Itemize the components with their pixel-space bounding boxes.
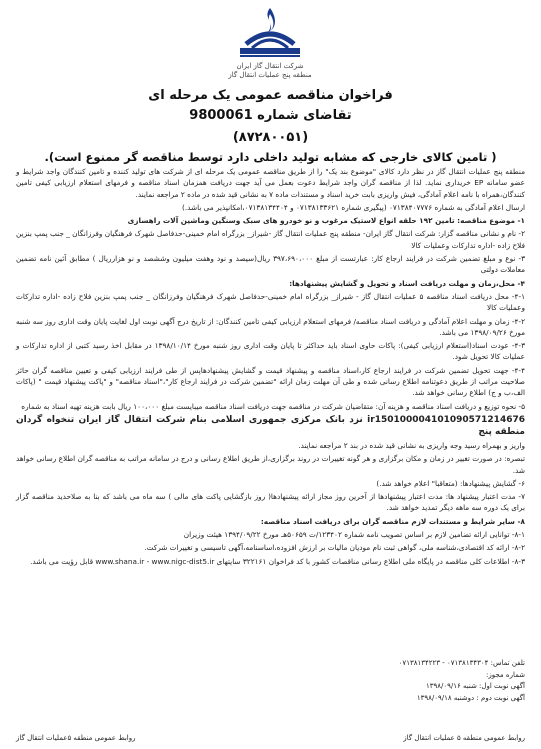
item-1-subject: ۱- موضوع مناقصه: تامین ۱۹۲ حلقه انواع لاستیک مرغوب و نو خودرو های سبک وسنگین وماشین آلات راهسازی (127, 216, 525, 226)
intro-phone: ارسال اعلام آمادگی به شماره ۰۷۱۳۸۴۰۷۷۷۶ (پیگیری شماره ۰۷۱۳۸۱۳۳۶۲۱ و ۰۷۱۳۸۱۳۴۴۰۴،امکانپذیر می باشد.) (182, 202, 525, 212)
nigc-flame-logo (232, 4, 308, 62)
org-name: شرکت انتقال گاز ایران منطقه پنج عملیات انتقال گاز (228, 62, 312, 79)
notice-body (16, 166, 525, 569)
item-5-note: تبصره: در صورت تغییر در زمان و مکان برگزاری و هر گونه تغییرات در روند برگزاری،از طریق اطلاع رسانی و درج در سامانه مراتب به مناقصه گران اطلاع رسانی خواهد شد. (16, 454, 525, 475)
item-8-2: ۸-۲- ارائه کد اقتصادی،شناسه ملی، گواهی ثبت نام مودیان مالیات بر ارزش افزوده،اساسنامه،آگهی تاسیسی و تغییرات شرکت. (144, 543, 525, 553)
item-8-heading: ۸- سایر شرایط و مستندات لازم مناقصه گران برای دریافت اسناد مناقصه: (260, 516, 525, 526)
item-4-4: ۴-۴- جهت تحویل تضمین شرکت در فرایند ارجاع کار،اسناد مناقصه و پیشنهاد قیمت و گشایش پیشنهادهاپس از طی فرایند ارزیابی کیفی و تعیین مناقصه گران حائز صلاحیت مراتب از طریق دعوتنامه اطلاع رسانی شده و طی آن مهلت زمان ارائه "تضمین شرکت در فرایند ارجاع کار"،"اسناد مناقصه" و "پاکت پیشنهاد قیمت " (پاکات الف،ب و ج) اطلاع رسانی خواهد شد. (16, 365, 525, 398)
item-6-opening: ۶- گشایش پیشنهادها: (متعاقبا" اعلام خواهد شد.) (376, 478, 525, 488)
notice-title: فراخوان مناقصه عمومی یک مرحله ای (148, 88, 393, 103)
footer-license: شماره مجوز: (486, 670, 525, 679)
item-4-3: ۴-۳- عودت اسناد(استعلام ارزیابی کیفی): پاکات حاوی اسناد باید حداکثر تا پایان وقت اداری روز شنبه مورخ ۱۳۹۸/۱۰/۱۴ در مقابل اخذ رسید کتبی از اداره تدارکات و عملیات کالا تحویل شود. (16, 341, 525, 362)
request-number: تقاضای شماره 9800061 (189, 108, 352, 123)
item-4-2: ۴-۲- زمان و مهلت اعلام آمادگی و دریافت اسناد مناقصه/ فرمهای استعلام ارزیابی کیفی تامین کنندگان: از تاریخ درج آگهی نوبت اول لغایت پایان وقت اداری روز سه شنبه مورخ ۱۳۹۸/۰۹/۲۶ می باشد. (16, 316, 525, 337)
item-2-address: ۲- نام و نشانی مناقصه گزار: شرکت انتقال گاز ایران- منطقه پنج عملیات انتقال گاز -شیراز_ بزرگراه امام خمینی-حدفاصل شهرک فرهنگیان وفرزانگان _ جنب پمپ بنزین فلاح زاده -اداره تدارکات وعملیات کالا (16, 229, 525, 250)
footer-signature-right: روابط عمومی منطقه ۵ عملیات انتقال گاز (403, 734, 525, 742)
footer-info (265, 658, 525, 704)
item-5-deposit: واریز و بهمراه رسید وجه واریزی به نشانی قید شده در بند ۲ مراجعه نمایند. (298, 440, 525, 450)
item-5-distribution: ۵- نحوه توزیع و دریافت اسناد مناقصه و هزینه آن: متقاضیان شرکت در مناقصه جهت دریافت اسناد مناقصه میبایست مبلغ ۱۰۰،۰۰۰ ریال بابت هزینه تهیه اسناد به شماره (21, 401, 525, 411)
footer-signature-left: روابط عمومی منطقه ۵عملیات انتقال گاز (16, 734, 136, 742)
item-8-3: ۸-۳- اطلاعات کلی مناقصه در پایگاه ملی اطلاع رسانی مناقصات کشور با کد فراخوان ۳۲۲۱۶۱ سایتهای www.shana.ir - www.nigc-dist5.ir قابل رؤیت می باشد. (30, 556, 525, 566)
footer-ad-2: آگهی نوبت دوم : دوشنبه ۱۳۹۸/۰۹/۱۸ (416, 693, 525, 702)
tender-code: (۸۷۲۸۰۰۵۱) (232, 130, 309, 145)
item-4-heading: ۴- محل،زمان و مهلت دریافت اسناد و تحویل و گشایش پیشنهادها: (289, 278, 525, 288)
intro-paragraph: منطقه پنج عملیات انتقال گاز در نظر دارد کالای "موضوع بند یک" را از طریق مناقصه عمومی یک مرحله ای از شرکت های تولید کننده و تامین کنندگان واجد شرایط و عضو سامانه EP خریداری نماید. لذا از مناقصه گران واجد شرایط دعوت بعمل می آید جهت دریافت همزمان اسناد مناقصه و فرمهای استعلام ارزیابی کیفی تامین کنندگان،همراه با نامه اعلام آمادگی، فیش واریزی بابت خرید اسناد و مستندات ماده ۷ به نشانی قید شده در ماده ۲ مراجعه نمایند. (16, 167, 525, 199)
item-7-validity: ۷- مدت اعتبار پیشنهاد ها: مدت اعتبار پیشنهادها از آخرین روز مجاز ارائه پیشنهادها( روز بازگشایی پاکت های مالی ) سه ماه می باشد که بنا به صلاحدید مناقصه گزار برای یک دوره سه ماهه دیگر تمدید خواهد شد. (16, 492, 525, 513)
import-restriction-note: ( تامین کالای خارجی که مشابه تولید داخلی دارد توسط مناقصه گر ممنوع است). (44, 150, 497, 164)
item-3-guarantee: ۳- نوع و مبلغ تضمین شرکت در فرایند ارجاع کار: عبارتست از مبلغ ۳۹۷،۶۹۰،۰۰۰ ریال(سیصد و نود وهفت میلیون وششصد و نو هزارریال ) مطابق آئین نامه تضمین معاملات دولتی (16, 254, 526, 275)
item-8-1: ۸-۱- توانایی ارائه تضامین لازم بر اساس تصویب نامه شماره ۱۲۳۴۰۲/ت ۵۰۶۵۹هـ مورخ ۱۳۹۴/۰۹/۲۲ هیئت وزیران (183, 530, 525, 540)
item-4-1: ۴-۱- محل دریافت اسناد مناقصه ۵ عملیات انتقال گاز - شیراز_ بزرگراه امام خمینی-حدفاصل شهرک فرهنگیان وفرزانگان _ جنب پمپ بنزین فلاح زاده -اداره تدارکات وعملیات کالا (16, 291, 526, 313)
footer-ad-1: آگهی نوبت اول: شنبه ۱۳۹۸/۰۹/۱۶ (425, 682, 525, 690)
footer-phone: تلفن تماس: ۰۷۱۳۸۱۳۴۳۰۴ - ۰۷۱۳۸۱۳۴۲۲۳ (398, 659, 525, 667)
bank-account: ir150100004101090571214676 نزد بانک مرکزی جمهوری اسلامی بنام شرکت انتقال گاز ایران تنخواه گردان منطقه پنج (16, 414, 525, 437)
